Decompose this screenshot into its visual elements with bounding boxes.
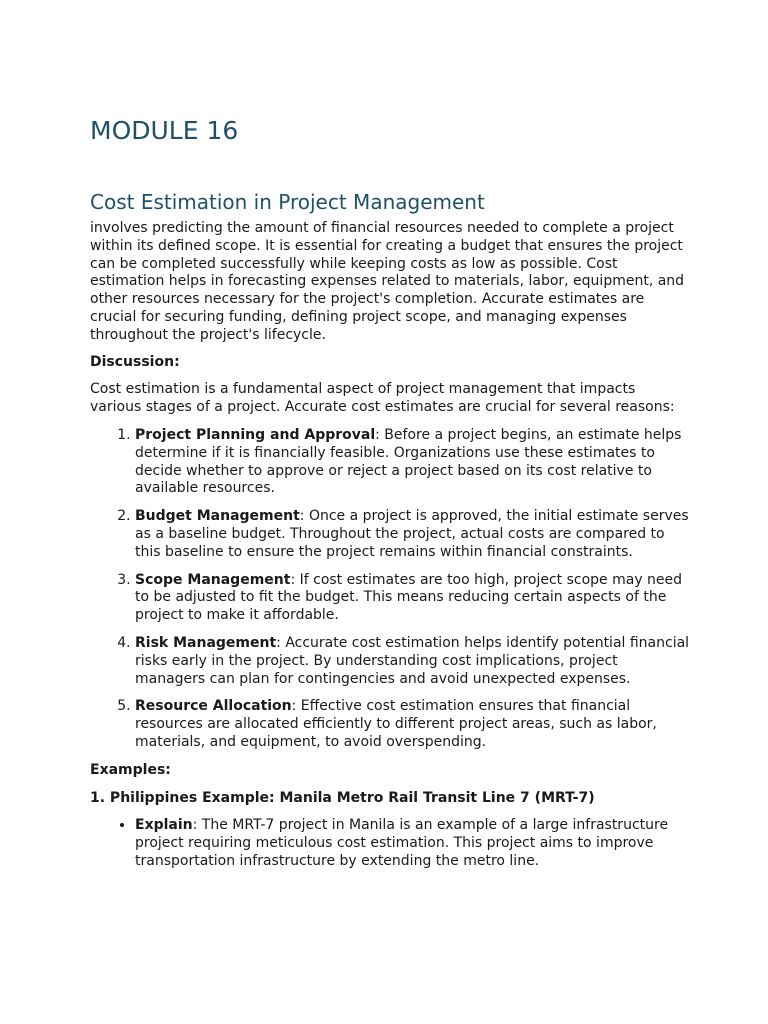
example-1-list bbox=[90, 817, 690, 870]
module-title: MODULE 16 bbox=[90, 116, 239, 145]
reason-term: Scope Management bbox=[135, 571, 291, 588]
reason-text: : If cost estimates are too high, project scope may need to be adjusted to fit the budget. This means reducing certain aspects of the project to make it affordable. bbox=[135, 571, 683, 624]
reasons-list bbox=[90, 427, 690, 752]
reason-text: : Once a project is approved, the initial estimate serves as a baseline budget. Throughout the project, actual costs are compared to this baseline to ensure the project remains within financial constraints. bbox=[135, 508, 689, 560]
reason-text: : Effective cost estimation ensures that financial resources are allocated efficiently to different project areas, such as labor, materials, and equipment, to avoid overspending. bbox=[135, 698, 657, 750]
reason-item bbox=[135, 508, 690, 561]
reason-item bbox=[135, 427, 690, 498]
reason-item bbox=[135, 698, 690, 751]
reason-item bbox=[135, 572, 690, 625]
reason-text: : Accurate cost estimation helps identify potential financial risks early in the project. By understanding cost implications, project managers can plan for contingencies and avoid unexpected expenses. bbox=[135, 634, 690, 687]
reason-text: : Before a project begins, an estimate helps determine if it is financially feasible. Organizations use these estimates to decide whether to approve or reject a project based on its cost relative to available resources. bbox=[135, 426, 682, 497]
reason-term: Risk Management bbox=[135, 634, 277, 651]
section-title: Cost Estimation in Project Management bbox=[90, 190, 485, 214]
discussion-heading: Discussion: bbox=[90, 353, 180, 370]
reason-term: Project Planning and Approval bbox=[135, 426, 376, 443]
document-page bbox=[90, 110, 690, 881]
reason-term: Budget Management bbox=[135, 508, 300, 525]
example-text: : The MRT-7 project in Manila is an example of a large infrastructure project requiring meticulous cost estimation. This project aims to improve transportation infrastructure by extending the metro line. bbox=[135, 817, 669, 869]
example-term: Explain bbox=[135, 817, 193, 834]
reason-item bbox=[135, 635, 690, 688]
examples-heading: Examples: bbox=[90, 761, 171, 778]
reason-term: Resource Allocation bbox=[135, 698, 292, 715]
intro-paragraph: involves predicting the amount of financial resources needed to complete a project within its defined scope. It is essential for creating a budget that ensures the project can be completed successfully while keeping costs as low as possible. Cost estimation helps in forecasting expenses related to materials, labor, equipment, and other resources necessary for the project's completion. Accurate estimates are crucial for securing funding, defining project scope, and managing expenses throughout the project's lifecycle. bbox=[90, 220, 685, 343]
example-item bbox=[135, 817, 690, 870]
discussion-paragraph: Cost estimation is a fundamental aspect of project management that impacts various stages of a project. Accurate cost estimates are crucial for several reasons: bbox=[90, 381, 675, 416]
example-1-heading: 1. Philippines Example: Manila Metro Rail Transit Line 7 (MRT-7) bbox=[90, 789, 595, 806]
